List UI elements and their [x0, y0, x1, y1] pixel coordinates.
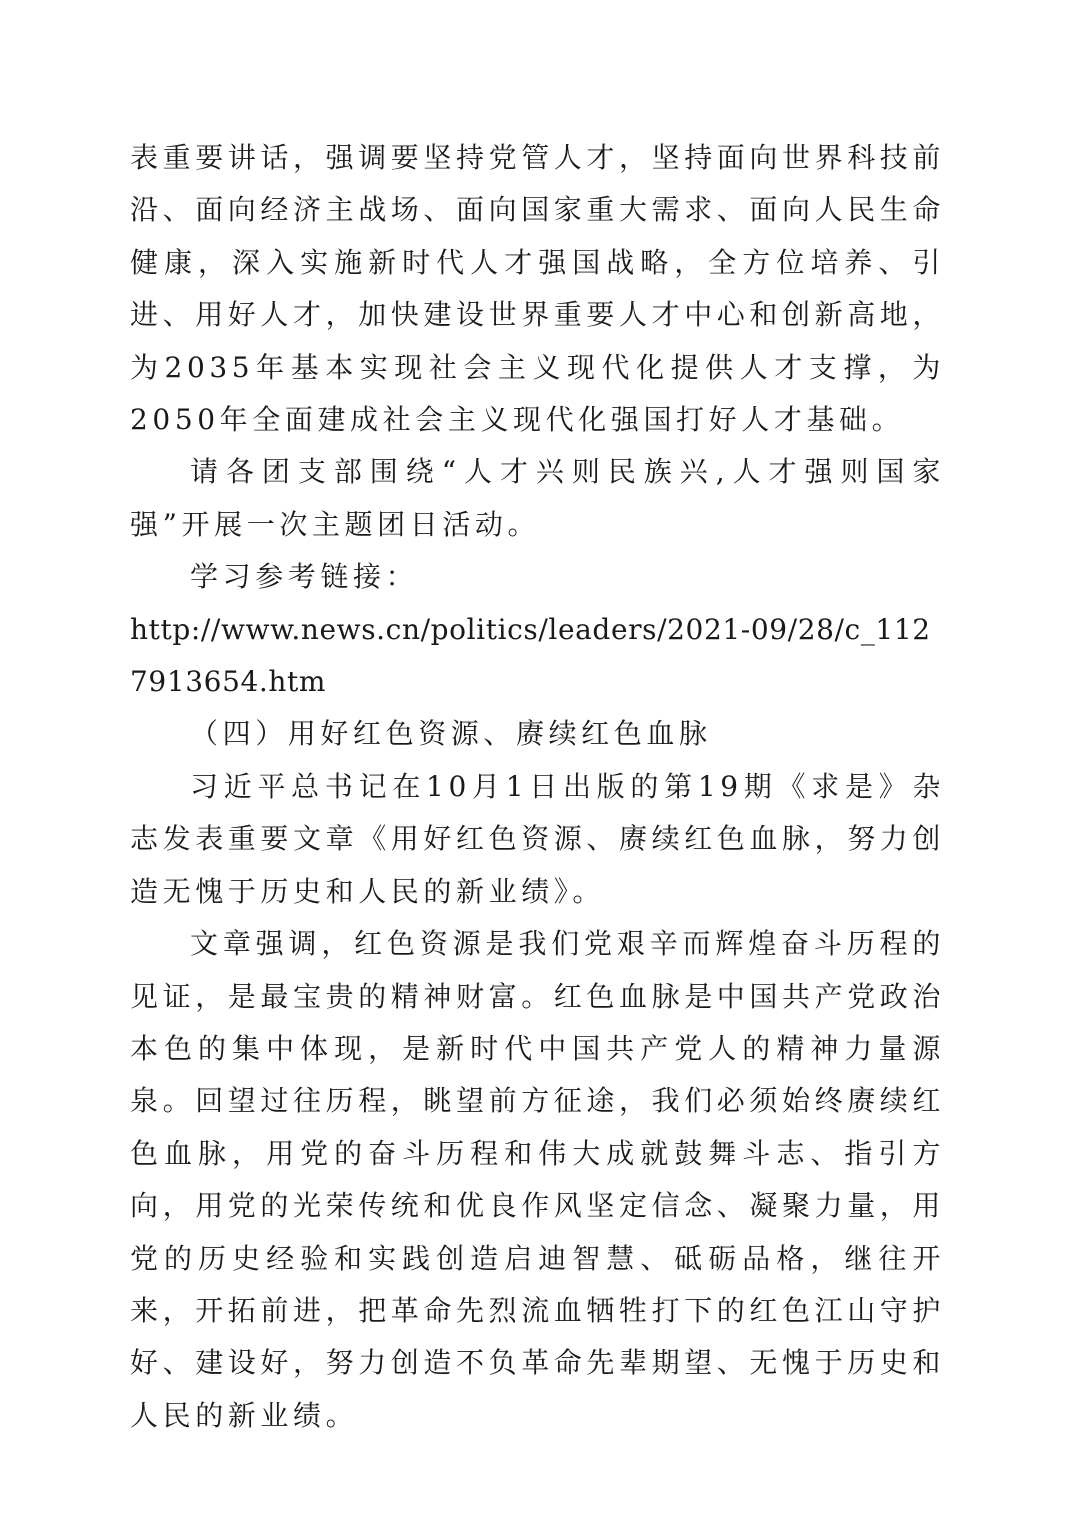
- reference-link-label: 学习参考链接：: [190, 560, 419, 594]
- paragraph-red-resources: 文章强调，红色资源是我们党艰辛而辉煌奋斗历程的见证，是最宝贵的精神财富。红色血脉是中国共产党政治本色的集中体现，是新时代中国共产党人的精神力量源泉。回望过往历程，眺望前方征途，我们必须始终赓续红色血脉，用党的奋斗历程和伟大成就鼓舞斗志、指引方向，用党的光荣传统和优良作风坚定信念、凝聚力量，用党的历史经验和实践创造启迪智慧、砥砺品格，继往开来，开拓前进，把革命先烈流血牺牲打下的红色江山守护好、建设好，努力创造不负革命先辈期望、无愧于历史和人民的新业绩。: [130, 927, 946, 1432]
- reference-link-url[interactable]: http://www.news.cn/politics/leaders/2021-09/28/c_1127913654.htm: [130, 612, 931, 699]
- paragraph-qiushi-article: 习近平总书记在10月1日出版的第19期《求是》杂志发表重要文章《用好红色资源、赓续红色血脉，努力创造无愧于历史和人民的新业绩》。: [130, 769, 946, 908]
- paragraph-talent-strategy: 表重要讲话，强调要坚持党管人才，坚持面向世界科技前沿、面向经济主战场、面向国家重大需求、面向人民生命健康，深入实施新时代人才强国战略，全方位培养、引进、用好人才，加快建设世界重要人才中心和创新高地，为2035年基本实现社会主义现代化提供人才支撑，为2050年全面建成社会主义现代化强国打好人才基础。: [130, 141, 946, 437]
- document-body: [130, 132, 945, 1442]
- paragraph-league-activity: 请各团支部围绕“人才兴则民族兴,人才强则国家强”开展一次主题团日活动。: [130, 455, 945, 541]
- section-heading: （四）用好红色资源、赓续红色血脉: [190, 717, 712, 751]
